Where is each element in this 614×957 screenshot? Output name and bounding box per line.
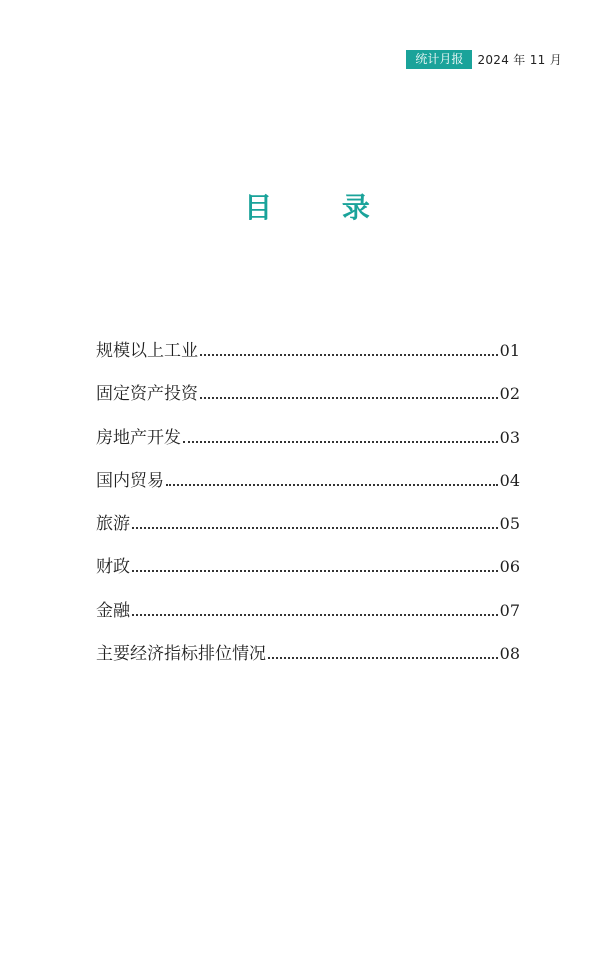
toc-entry-label: 房地产开发 (96, 427, 181, 448)
toc-page-number: 08 (499, 644, 520, 664)
toc-page-number: 04 (499, 470, 520, 490)
toc-dot-leader (200, 354, 498, 356)
page-title: 目 录 (244, 191, 400, 224)
toc-page-number: 02 (499, 384, 520, 404)
toc-entry-label: 主要经济指标排位情况 (96, 644, 266, 665)
toc-entry-label: 财政 (96, 557, 130, 578)
toc-entry-tourism[interactable] (96, 509, 520, 552)
toc-entry-label: 旅游 (96, 514, 130, 535)
toc-entry-label: 金融 (96, 600, 130, 621)
toc-page-number: 07 (499, 600, 520, 620)
toc-dot-leader (183, 441, 498, 443)
toc-entry-banking[interactable] (96, 596, 520, 639)
toc-entry-label: 固定资产投资 (96, 384, 198, 405)
toc-page-number: 01 (499, 341, 520, 360)
toc-page-number: 06 (499, 557, 520, 577)
toc-dot-leader (268, 657, 498, 659)
toc-page-number: 03 (499, 427, 520, 447)
toc-dot-leader (132, 614, 498, 616)
toc-entry-domestic-trade[interactable] (96, 466, 520, 509)
issue-date: 2024 年 11 月 (477, 53, 562, 67)
table-of-contents (96, 336, 520, 682)
toc-entry-finance-fiscal[interactable] (96, 552, 520, 595)
toc-page-number: 05 (499, 514, 520, 534)
toc-dot-leader (132, 527, 498, 529)
toc-entry-label: 规模以上工业 (96, 341, 198, 361)
toc-entry-label: 国内贸易 (96, 470, 164, 491)
report-type-badge: 统计月报 (406, 50, 472, 69)
toc-entry-real-estate[interactable] (96, 423, 520, 466)
toc-entry-fixed-asset-investment[interactable] (96, 379, 520, 422)
toc-entry-economic-indicators-ranking[interactable] (96, 639, 520, 682)
report-header (406, 50, 562, 69)
toc-dot-leader (200, 397, 498, 399)
toc-dot-leader (166, 484, 498, 486)
toc-dot-leader (132, 570, 498, 572)
toc-entry-industry[interactable] (96, 336, 520, 379)
